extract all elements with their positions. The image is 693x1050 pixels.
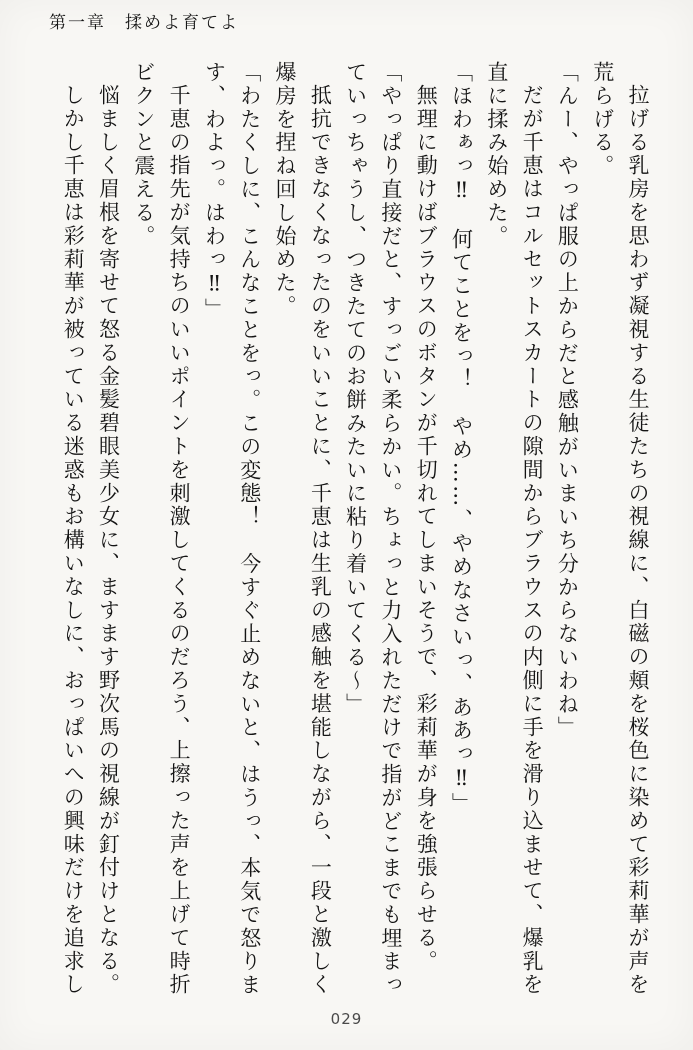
- body-text: [35, 61, 655, 1001]
- chapter-header: 第一章 揉めよ育てよ: [49, 13, 239, 33]
- paragraph: 「んー、やっぱ服の上からだと感触がいまいち分からないわね」: [555, 61, 580, 740]
- paragraph: 千恵の指先が気持ちのいいポイントを刺激してくるのだろう、上擦った声を上げて時折ビクンと震える。: [131, 61, 192, 997]
- paragraph: 拉げる乳房を思わず凝視する生徒たちの視線に、白磁の頬を桜色に染めて彩莉華が声を荒らげる。: [590, 61, 650, 997]
- paragraph: 無理に動けばブラウスのボタンが千切れてしまいそうで、彩莉華が身を強張らせる。: [414, 84, 439, 974]
- paragraph: しかし千恵は彩莉華が被っている迷惑もお構いなしに、おっぱいへの興味だけを追求し: [61, 84, 86, 997]
- paragraph: 「ほわぁっ‼ 何てことをっ！ やめ……、やめなさいっ、ああっ‼」: [449, 61, 474, 816]
- paragraph: 「やっぱり直接だと、すっごい柔らかい。ちょっと力入れただけで指がどこまでも埋まっていっちゃうし、つきたてのお餅みたいに粘り着いてくる～」: [343, 61, 403, 997]
- paragraph: 抵抗できなくなったのをいいことに、千恵は生乳の感触を堪能しながら、一段と激しく爆房を捏ね回し始めた。: [273, 61, 333, 997]
- page-number: 029: [330, 1010, 363, 1028]
- paragraph: だが千恵はコルセットスカートの隙間からブラウスの内側に手を滑り込ませて、爆乳を直に揉み始めた。: [484, 61, 545, 997]
- paragraph: 「わたくしに、こんなことをっ。この変態！ 今すぐ止めないと、はうっ、本気で怒ります、わよっ。はわっ‼」: [202, 61, 262, 997]
- paragraph: 悩ましく眉根を寄せて怒る金髪碧眼美少女に、ますます野次馬の視線が釘付けとなる。: [96, 84, 121, 997]
